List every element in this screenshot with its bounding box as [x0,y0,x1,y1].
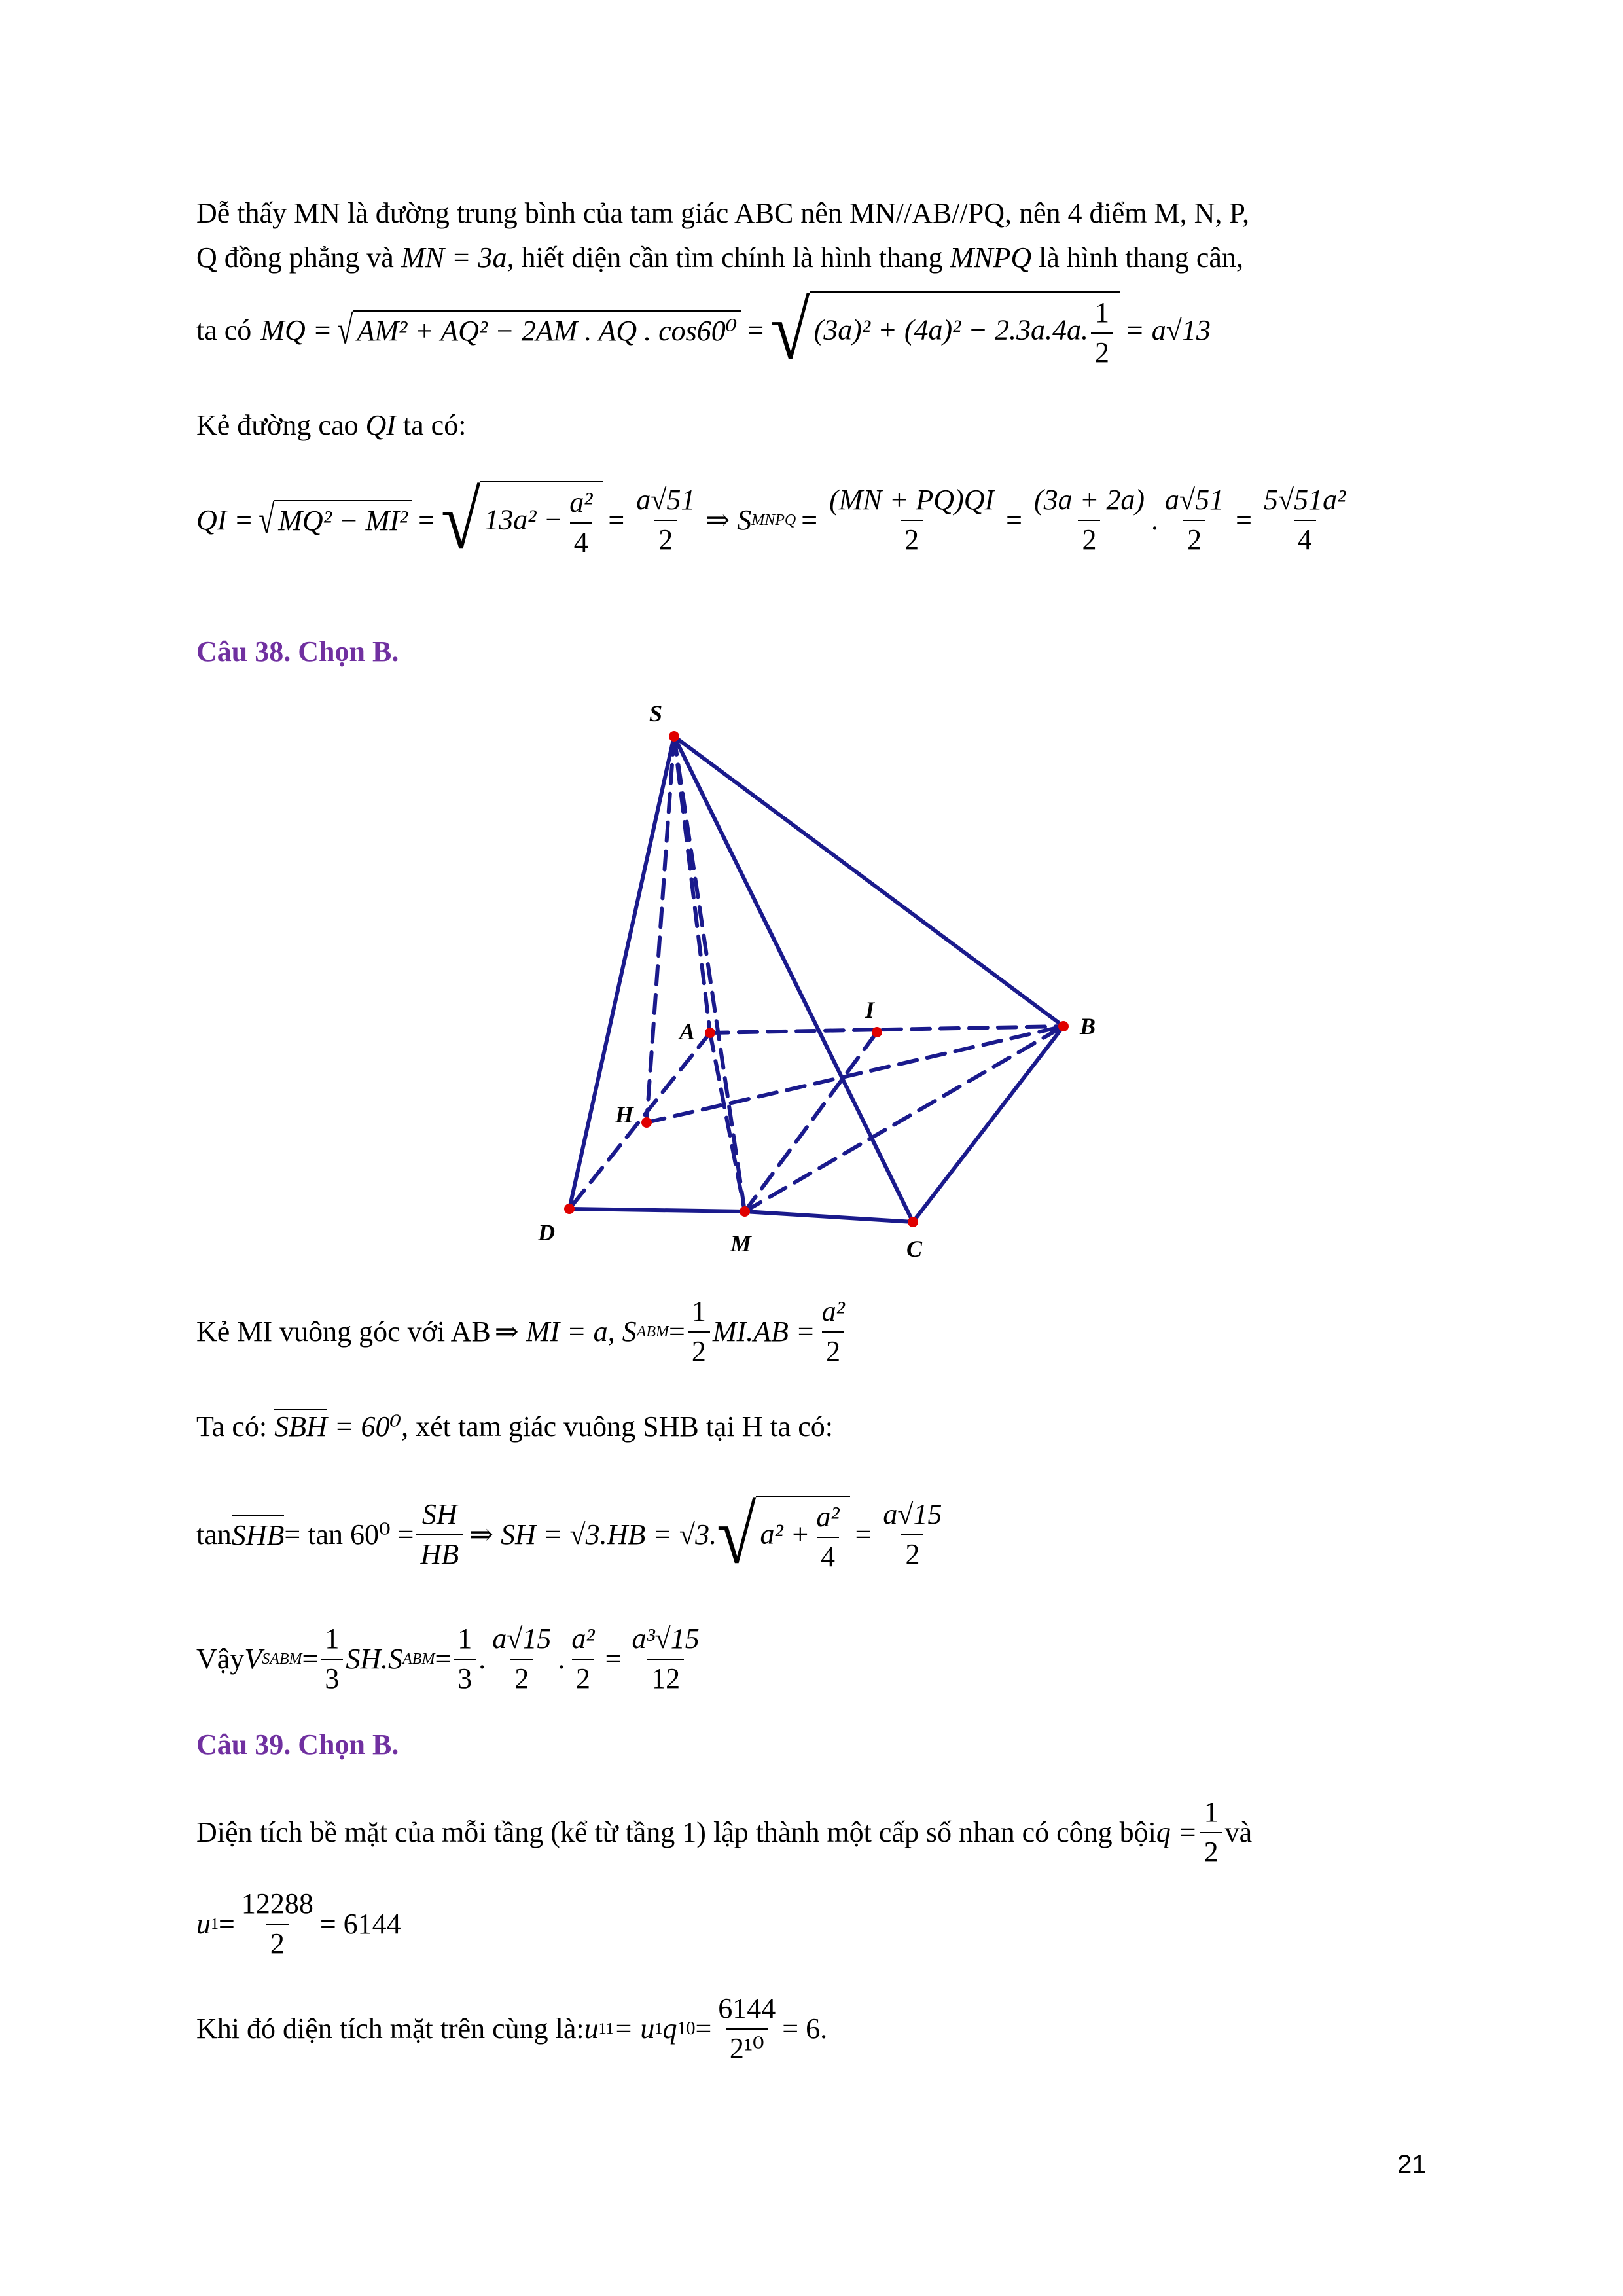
formula-math: MQ = [260,314,332,346]
label-D: D [538,1219,555,1246]
q39-u1 [196,1878,401,1970]
formula-sub: MNPQ [751,512,796,529]
frac-num: 1 [325,1623,340,1655]
line-text: = tan 60⁰ = [284,1518,414,1551]
frac-den: 12 [647,1659,684,1696]
q39-last [196,1983,827,2075]
edge-AM [710,1033,745,1211]
frac-num: 1 [1204,1796,1219,1829]
line-text: tan [196,1518,232,1551]
q38-heading: Câu 38. Chọn B. [196,636,399,668]
formula-dot: . [1150,504,1158,536]
formula-eq: = [418,504,435,536]
angle-SHB: SHB [232,1515,285,1555]
label-S: S [649,700,663,726]
frac-num: 1 [691,1295,706,1328]
line-math: SH.S [346,1643,403,1675]
formula-math: QI = [196,504,254,536]
line-text: và [1224,1816,1253,1848]
formula-radical: a² + [760,1518,810,1551]
edge-MC [745,1211,913,1222]
label-A: A [679,1018,696,1045]
frac-den: 3 [454,1659,476,1696]
line-eq: = [668,1316,685,1348]
frac-den: 2 [1183,520,1205,557]
formula-result: = a√13 [1125,314,1211,346]
frac-den: 2 [822,1331,844,1369]
edge-MB [745,1026,1063,1211]
formula-eq: = [801,504,818,536]
edge-SB [674,736,1063,1026]
q38-line-2 [196,1407,833,1446]
line-eq: = [435,1643,452,1675]
frac-num: a√51 [1164,484,1224,516]
point-H [641,1117,652,1128]
intro-math-mn: MN = 3a, [401,242,514,274]
formula-radical: MQ² − MI² [274,500,412,541]
label-C: C [906,1236,923,1262]
frac-num: SH [421,1498,457,1531]
line-sub: ABM [636,1323,669,1340]
intro-line-2 [196,238,1243,278]
line-text: Kẻ MI vuông góc với AB [196,1316,491,1348]
frac-num: a² [821,1295,845,1328]
line-result: = 6144 [319,1908,401,1940]
line-text: Ta có: [196,1410,275,1443]
line-sub: 11 [598,2020,614,2037]
frac-den: 2 [572,1659,594,1696]
angle-SBH: SBH [274,1410,327,1443]
intro-text: Q đồng phẳng và [196,242,401,274]
point-A [705,1028,715,1038]
line-text: Khi đó diện tích mặt trên cùng là: [196,2013,584,2045]
intro-line-1: Dễ thấy MN là đường trung bình của tam giác ABC nên MN//AB//PQ, nên 4 điểm M, N, P, [196,197,1249,229]
edge-MI [745,1032,877,1211]
point-C [908,1217,918,1227]
label-I: I [865,997,875,1023]
frac-den: 2 [688,1331,710,1369]
q38-volume: Vậy V SABM = $\frac{1}{3}$ SH.S ABM = $\frac{1}{3}$ . $\frac{a√15}{2}$ . $\frac{\text{a²}}{2}$ = $\frac{\text{a³√15}}{12}$ [196,1610,706,1708]
frac-num: a√15 [883,1498,942,1531]
frac-den: 2 [510,1659,533,1696]
frac-den: 3 [321,1659,343,1696]
q38-tan: tan SHB = tan 60⁰ = $\frac{SH}{HB}$ ⇒ SH = √3.HB = √3. √ a² + $\frac{\text{a²}}{4}$ = $\frac{a√15}{2}$ [196,1486,949,1584]
formula-radical: AM² + AQ² − 2AM . AQ . cos60⁰ [353,310,741,351]
frac-den: 2¹⁰ [726,2028,768,2066]
line-eq: = [302,1643,319,1675]
pyramid-figure [510,687,1139,1270]
label-text: ta có: [395,409,467,441]
frac-den: 2 [266,1924,289,1961]
formula-text: ta có [196,314,252,346]
frac-num: a√15 [492,1623,552,1655]
formula-radical: (3a)² + (4a)² − 2.3a.4a. [813,314,1088,347]
line-math: u [196,1908,211,1940]
point-B [1058,1021,1069,1031]
height-label [196,406,466,445]
q39-heading: Câu 39. Chọn B. [196,1729,399,1761]
mq-formula: ta có MQ = √ AM² + AQ² − 2AM . AQ . cos60⁰ = √ (3a)² + (4a)² − 2.3a.4a. $\frac{1}{2}$ = a√13 [196,284,1211,377]
label-math: QI [365,409,396,441]
formula-eq: = [608,504,625,536]
frac-den: 4 [817,1537,839,1574]
point-S [669,731,679,742]
frac-num: 12288 [241,1888,313,1920]
intro-text: hiết diện cần tìm chính là hình thang [514,242,950,274]
line-math: V [244,1643,262,1675]
formula-radical: 13a² − [484,504,563,537]
frac-den: 2 [654,520,677,557]
frac-den: 4 [1294,520,1316,557]
line-math: ⇒ SH = √3.HB = √3. [469,1518,717,1551]
line-result: = 6. [782,2013,828,2045]
line-math: q [662,2013,677,2045]
frac-num: 5√51a² [1263,484,1346,516]
label-M: M [730,1230,752,1257]
line-sub: ABM [402,1651,435,1668]
line-sub: 1 [654,2020,663,2037]
frac-num: a³√15 [632,1623,700,1655]
frac-num: a² [571,1623,595,1655]
point-D [564,1204,575,1214]
formula-implies: ⇒ S [705,504,752,536]
page-number: 21 [1397,2150,1427,2179]
frac-num: 1 [1095,296,1109,329]
line-math: u [584,2013,599,2045]
point-I [872,1027,882,1037]
line-sup: 10 [677,2018,696,2039]
qi-formula: QI = √ MQ² − MI² = √ 13a² − $\frac{\text{a²}}{4}$ = $\frac{a√51}{2}$ ⇒ S MNPQ = $\frac{(MN + PQ)QI}{2}$ = $\frac{(3a + 2a)}{2}$ . $\frac{a√51}{2}$ = $\frac{\text{5√51a²}}{4}$ [196,471,1352,569]
line-dot: . [478,1643,486,1675]
frac-num: a² [816,1501,840,1534]
q39-line-1 [196,1787,1252,1878]
frac-den: 2 [1078,520,1100,557]
point-M [740,1206,750,1217]
line-text: Diện tích bề mặt của mỗi tầng (kể từ tầng 1) lập thành một cấp số nhan có công bội [196,1816,1156,1848]
frac-den: 4 [570,522,592,560]
formula-eq: = [1236,504,1252,536]
frac-den: 2 [901,1534,923,1571]
edge-DM [569,1209,745,1211]
label-text: Kẻ đường cao [196,409,366,441]
frac-den: 2 [1091,332,1113,370]
label-B: B [1080,1013,1096,1039]
line-sub: 1 [211,1916,219,1933]
line-math: ⇒ MI = a, S [494,1316,637,1348]
frac-den: HB [416,1534,463,1571]
q38-line-1 [196,1283,851,1381]
line-dot: . [558,1643,565,1675]
formula-eq: = [1006,504,1022,536]
frac-num: (3a + 2a) [1033,484,1145,516]
frac-den: 2 [1200,1832,1222,1869]
edge-AB [710,1026,1063,1033]
frac-num: a² [569,486,593,519]
formula-eq: = [747,314,764,346]
line-eq: = [219,1908,235,1940]
frac-num: 1 [457,1623,473,1655]
label-H: H [615,1102,634,1128]
line-sub: SABM [262,1651,302,1668]
frac-num: (MN + PQ)QI [829,484,995,516]
line-math: = 60⁰ [327,1410,402,1443]
line-math: q = [1156,1816,1198,1848]
frac-den: 2 [901,520,923,557]
frac-num: 6144 [718,1992,776,2025]
frac-num: a√51 [636,484,696,516]
line-text: Vậy [196,1643,245,1675]
line-eq: = [695,2013,712,2045]
line-math: = u [613,2013,655,2045]
intro-math-mnpq: MNPQ [950,242,1032,274]
line-math: MI.AB = [712,1316,815,1348]
intro-text: là hình thang cân, [1031,242,1243,274]
line-text: , xét tam giác vuông SHB tại H ta có: [401,1410,833,1443]
